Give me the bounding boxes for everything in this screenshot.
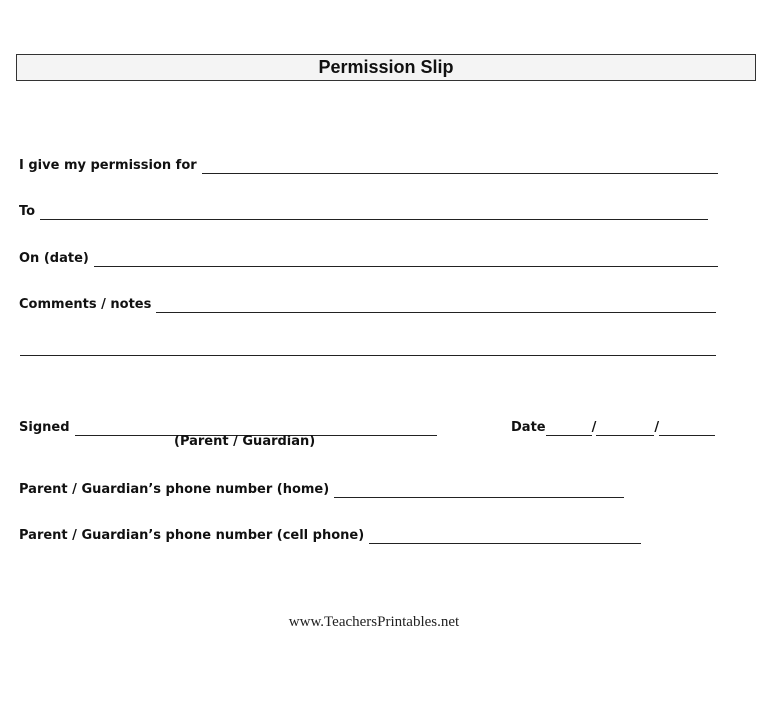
date-label: Date (511, 420, 546, 435)
on-date-row (19, 249, 718, 267)
phone-cell-label: Parent / Guardian’s phone number (cell phone) (19, 528, 365, 543)
footer-url: www.TeachersPrintables.net (288, 614, 460, 630)
signed-sublabel: (Parent / Guardian) (174, 434, 316, 449)
on-date-line[interactable] (94, 253, 718, 267)
date-month-line[interactable] (546, 422, 592, 436)
to-label: To (19, 204, 36, 219)
phone-home-line[interactable] (334, 484, 624, 498)
phone-cell-row (19, 526, 641, 544)
comments-label: Comments / notes (19, 297, 152, 312)
comments-line[interactable] (156, 299, 716, 313)
on-date-label: On (date) (19, 251, 89, 266)
to-row (19, 202, 708, 220)
title-box (16, 54, 756, 81)
page-title: Permission Slip (318, 57, 454, 77)
phone-home-label: Parent / Guardian’s phone number (home) (19, 482, 330, 497)
phone-home-row (19, 480, 624, 498)
permission-for-label: I give my permission for (19, 158, 197, 173)
phone-cell-line[interactable] (369, 530, 641, 544)
permission-for-row (19, 156, 718, 174)
date-separator: / (654, 420, 660, 435)
permission-for-line[interactable] (202, 160, 718, 174)
comments-line-2[interactable] (20, 342, 716, 356)
to-line[interactable] (40, 206, 708, 220)
signed-label: Signed (19, 420, 70, 435)
date-separator: / (591, 420, 597, 435)
comments-row (19, 295, 716, 313)
date-day-line[interactable] (596, 422, 654, 436)
date-group (511, 418, 715, 436)
date-year-line[interactable] (659, 422, 715, 436)
